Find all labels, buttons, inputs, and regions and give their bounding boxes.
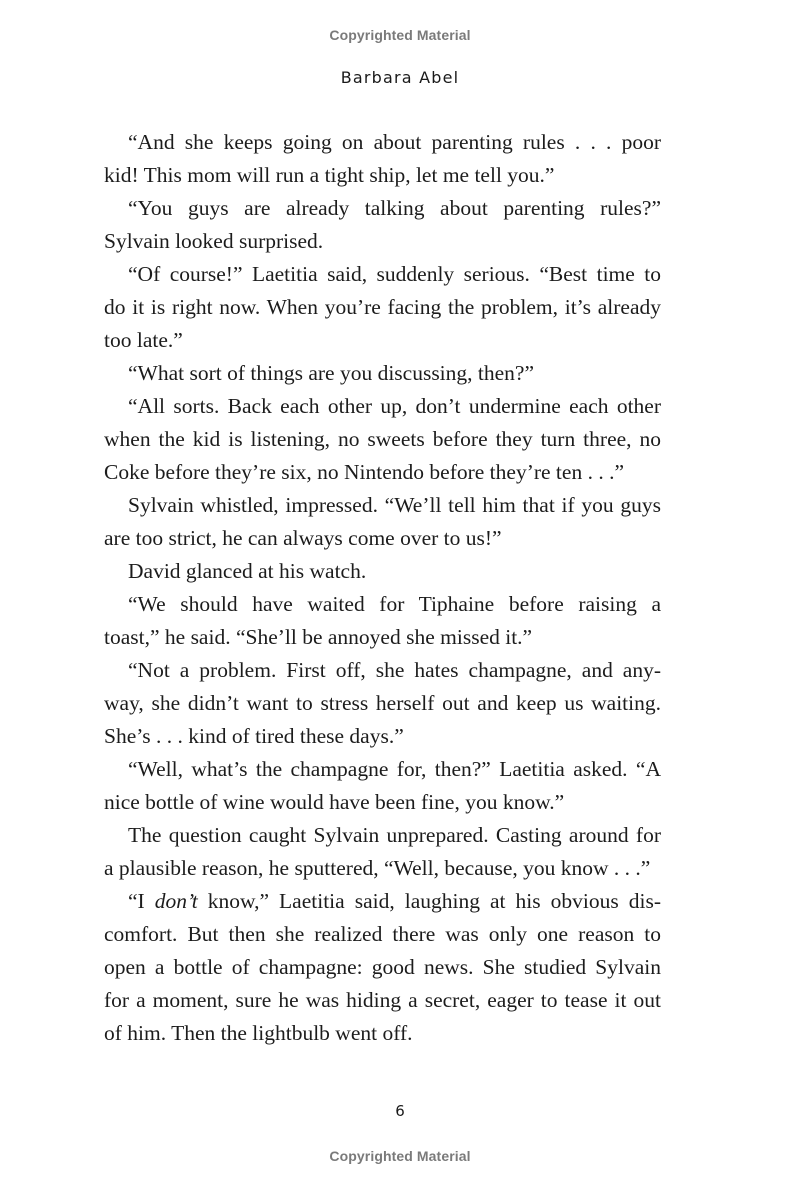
text-line: toast,” he said. “She’ll be annoyed she missed it.” xyxy=(104,625,533,649)
text-line: Sylvain looked surprised. xyxy=(104,229,324,253)
running-head-author: Barbara Abel xyxy=(340,68,460,87)
copyright-watermark-top: Copyrighted Material xyxy=(329,27,471,43)
page-number: 6 xyxy=(395,1102,405,1120)
text-line: Sylvain whistled, impressed. “We’ll tell him that if you guys xyxy=(128,493,661,517)
text-line: She’s . . . kind of tired these days.” xyxy=(104,724,404,748)
copyright-watermark-bottom: Copyrighted Material xyxy=(329,1148,471,1164)
text-run: know,” Laetitia said, laughing at his obvious dis- xyxy=(197,889,661,913)
text-line: of him. Then the lightbulb went off. xyxy=(104,1021,413,1045)
text-line: “Well, what’s the champagne for, then?” Laetitia asked. “A xyxy=(128,757,661,781)
text-line: a plausible reason, he sputtered, “Well, because, you know . . .” xyxy=(104,856,651,880)
text-line: for a moment, sure he was hiding a secret, eager to tease it out xyxy=(104,988,661,1012)
text-line: “We should have waited for Tiphaine before raising a xyxy=(128,592,661,616)
text-line-with-italic xyxy=(104,885,661,918)
text-line: kid! This mom will run a tight ship, let me tell you.” xyxy=(104,163,555,187)
text-line: too late.” xyxy=(104,328,183,352)
text-line: open a bottle of champagne: good news. She studied Sylvain xyxy=(104,955,661,979)
text-line: when the kid is listening, no sweets before they turn three, no xyxy=(104,427,661,451)
text-line: “Not a problem. First off, she hates champagne, and any- xyxy=(128,658,661,682)
body-text xyxy=(104,126,661,1050)
text-run: “I xyxy=(128,889,155,913)
text-line: comfort. But then she realized there was only one reason to xyxy=(104,922,661,946)
text-line: “And she keeps going on about parenting rules . . . poor xyxy=(128,130,661,154)
text-line: “What sort of things are you discussing, then?” xyxy=(128,361,535,385)
text-line: are too strict, he can always come over to us!” xyxy=(104,526,502,550)
text-line: Coke before they’re six, no Nintendo before they’re ten . . .” xyxy=(104,460,624,484)
text-line: way, she didn’t want to stress herself out and keep us waiting. xyxy=(104,691,661,715)
italic-emphasis: don’t xyxy=(154,889,198,913)
text-line: nice bottle of wine would have been fine, you know.” xyxy=(104,790,565,814)
text-line: The question caught Sylvain unprepared. Casting around for xyxy=(128,823,661,847)
text-line: “All sorts. Back each other up, don’t undermine each other xyxy=(128,394,661,418)
text-line: David glanced at his watch. xyxy=(128,559,367,583)
text-line: “You guys are already talking about parenting rules?” xyxy=(128,196,661,220)
text-line: do it is right now. When you’re facing the problem, it’s already xyxy=(104,295,661,319)
text-line: “Of course!” Laetitia said, suddenly serious. “Best time to xyxy=(128,262,661,286)
